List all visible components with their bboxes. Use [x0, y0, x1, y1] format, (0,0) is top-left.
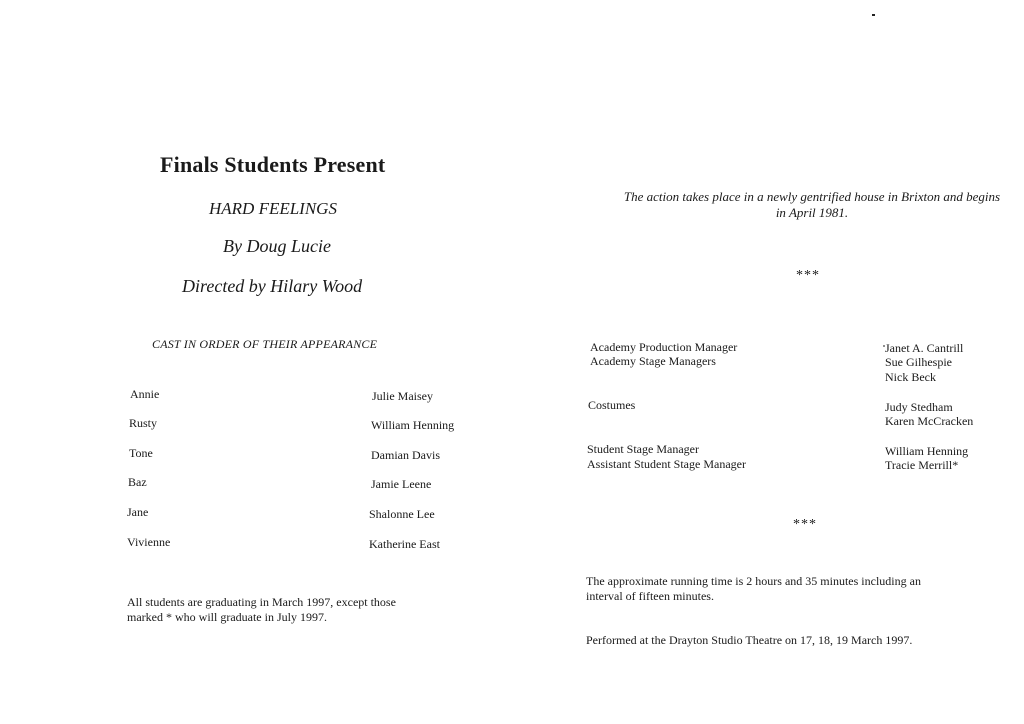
crew-name: Sue Gilhespie	[885, 355, 952, 369]
page-title: Finals Students Present	[160, 152, 386, 177]
director-line: Directed by Hilary Wood	[182, 276, 363, 296]
performance-info: Performed at the Drayton Studio Theatre on 17, 18, 19 March 1997.	[586, 633, 913, 647]
cast-role: Vivienne	[127, 535, 171, 549]
crew-name: Judy Stedham	[885, 400, 953, 414]
setting-line1: The action takes place in a newly gentrified house in Brixton and begins	[623, 189, 1001, 204]
crew-role: Student Stage Manager	[587, 442, 699, 456]
cast-role: Annie	[130, 387, 160, 401]
cast-actor: Damian Davis	[371, 448, 440, 462]
cast-actor: Julie Maisey	[372, 389, 433, 403]
cast-role: Jane	[127, 505, 149, 519]
cast-role: Rusty	[129, 416, 158, 430]
cast-role: Tone	[129, 446, 153, 460]
cast-actor: William Henning	[371, 418, 455, 432]
crew-name: Tracie Merrill*	[885, 458, 959, 472]
crew-name: Karen McCracken	[885, 414, 974, 428]
setting-description	[560, 189, 1024, 221]
setting-line2: in April 1981.	[775, 205, 849, 220]
crew-name: Nick Beck	[885, 370, 936, 384]
graduation-note-line1: All students are graduating in March 1997, except those	[127, 595, 396, 609]
running-time-line2: interval of fifteen minutes.	[586, 589, 714, 603]
crew-name: William Henning	[885, 444, 969, 458]
running-time-line1: The approximate running time is 2 hours and 35 minutes including an	[586, 574, 921, 588]
crew-role: Costumes	[588, 398, 636, 412]
graduation-note-line2: marked * who will graduate in July 1997.	[127, 610, 327, 624]
cast-role: Baz	[128, 475, 147, 489]
cast-actor: Shalonne Lee	[369, 507, 435, 521]
scan-mark	[872, 14, 875, 16]
crew-role: Assistant Student Stage Manager	[587, 457, 746, 471]
cast-actor: Jamie Leene	[371, 477, 432, 491]
crew-name: Janet A. Cantrill	[885, 341, 964, 355]
separator-stars: ***	[796, 268, 820, 283]
crew-role: Academy Production Manager	[590, 340, 738, 354]
scan-mark	[883, 345, 885, 347]
crew-role: Academy Stage Managers	[590, 354, 716, 368]
cast-heading: CAST IN ORDER OF THEIR APPEARANCE	[152, 337, 378, 351]
cast-actor: Katherine East	[369, 537, 440, 551]
author-line: By Doug Lucie	[223, 236, 331, 256]
separator-stars: ***	[793, 517, 817, 532]
play-title: HARD FEELINGS	[209, 199, 337, 218]
